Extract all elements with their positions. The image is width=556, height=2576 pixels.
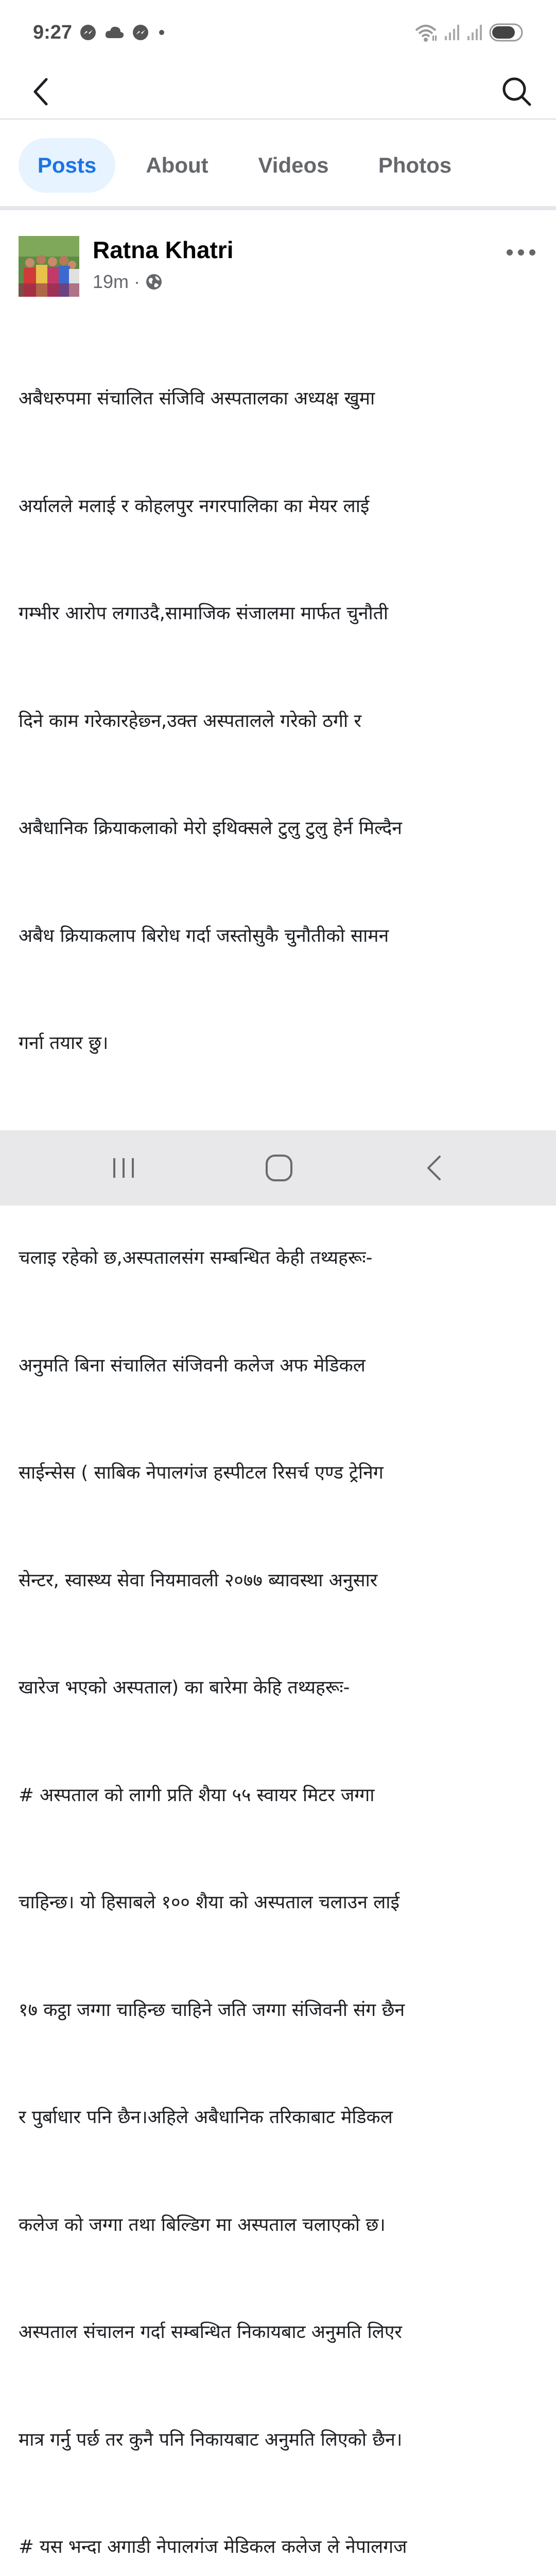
post-text-line: अर्यालले मलाई र कोहलपुर नगरपालिका का मेयर लाई: [19, 495, 370, 517]
post-text-line: कलेज को जग्गा तथा बिल्डिग मा अस्पताल चलाएको छ।: [19, 2214, 386, 2235]
post-text-line: साईन्सेस ( साबिक नेपालगंज हस्पीटल रिसर्च एण्ड ट्रेनिग: [19, 1462, 384, 1483]
battery-icon: [489, 23, 523, 42]
status-bar: [0, 0, 556, 65]
globe-icon: [145, 273, 163, 291]
post-header: [0, 210, 556, 303]
signal-icon: [444, 24, 460, 41]
status-time: 9:27: [33, 21, 73, 43]
post-text: [19, 309, 544, 2576]
post-text-line: सेन्टर, स्वास्थ्य सेवा नियमावली २०७७ ब्यावस्था अनुसार: [19, 1569, 378, 1591]
recents-icon: [111, 1155, 136, 1181]
post-text-line: अनुमति बिना संचालित संजिवनी कलेज अफ मेडिकल: [19, 1354, 366, 1376]
avatar[interactable]: [19, 236, 79, 297]
post-text-line: खारेज भएको अस्पताल) का बारेमा केहि तथ्यहरूः-: [19, 1677, 350, 1698]
cloud-icon: [104, 25, 125, 40]
post-text-line: अबैधरुपमा संचालित संजिवि अस्पतालका अध्यक्ष खुमा: [19, 388, 375, 409]
avatar-group-photo: [19, 236, 79, 297]
post-text-line: गर्ना तयार छु।: [19, 1032, 109, 1054]
post-text-line: अस्पताल संचालन गर्दा सम्बन्धित निकायबाट अनुमति लिएर: [19, 2321, 402, 2343]
post-text-line: अबैधानिक क्रियाकलाको मेरो इथिक्सले टुलु टुलु हेर्न मिल्दैन: [19, 818, 403, 839]
home-icon: [265, 1154, 293, 1182]
tab-photos[interactable]: Photos: [378, 153, 452, 177]
post-text-line: मात्र गर्नु पर्छ तर कुनै पनि निकायबाट अनुमति लिएको छैन।: [19, 2429, 403, 2450]
author-name[interactable]: Ratna Khatri: [93, 236, 234, 263]
messenger-icon: [132, 24, 149, 41]
messenger-icon: [79, 24, 97, 41]
home-button[interactable]: [228, 1130, 331, 1206]
status-right: [414, 22, 523, 43]
post-text-line: चलाइ रहेको छ,अस्पतालसंग सम्बन्धित केही तथ्यहरूः-: [19, 1247, 373, 1268]
search-icon: [501, 76, 532, 107]
post-text-line: अबैध क्रियाकलाप बिरोध गर्दा जस्तोसुकै चुनौतीको सामन: [19, 925, 389, 946]
post-time[interactable]: 19m: [93, 271, 129, 292]
app-header: [0, 65, 556, 120]
nav-back-button[interactable]: [383, 1130, 486, 1206]
back-icon: [424, 1154, 445, 1182]
recents-button[interactable]: [72, 1130, 175, 1206]
more-options-button[interactable]: [500, 237, 542, 268]
dot-icon: [157, 27, 167, 38]
post-text-line: चाहिन्छ। यो हिसाबले १०० शैया को अस्पताल चलाउन लाई: [19, 1892, 399, 1913]
profile-tabs: [0, 120, 556, 210]
post-text-line: दिने काम गरेकारहेछ्न,उक्त अस्पतालले गरेको ठगी र: [19, 710, 362, 732]
more-horizontal-icon: [506, 248, 536, 257]
search-button[interactable]: [496, 71, 537, 112]
system-nav-bar: [0, 1130, 556, 1206]
post-text-line: १७ कट्ठा जग्गा चाहिन्छ चाहिने जति जग्गा संजिवनी संग छैन: [19, 1999, 405, 2021]
back-arrow-icon: [31, 76, 51, 107]
post-text-line: # अस्पताल को लागी प्रति शैया ५५ स्वायर मिटर जग्गा: [19, 1784, 375, 1806]
meta-separator: ·: [134, 271, 141, 292]
post-text-line: # यस भन्दा अगाडी नेपालगंज मेडिकल कलेज ले नेपालगज: [19, 2536, 407, 2557]
back-button[interactable]: [21, 71, 62, 112]
tab-videos[interactable]: Videos: [258, 153, 329, 177]
tab-posts[interactable]: Posts: [19, 138, 115, 193]
post-text-line: र पुर्बाधार पनि छैन।अहिले अबैधानिक तरिकाबाट मेडिकल: [19, 2107, 393, 2128]
status-left: [33, 22, 167, 44]
wifi-icon: [414, 22, 438, 43]
post-meta: [93, 271, 163, 293]
tab-about[interactable]: About: [146, 153, 208, 177]
post-text-line: गम्भीर आरोप लगाउदै,सामाजिक संजालमा मार्फत चुनौती: [19, 603, 389, 624]
signal-icon: [466, 24, 483, 41]
